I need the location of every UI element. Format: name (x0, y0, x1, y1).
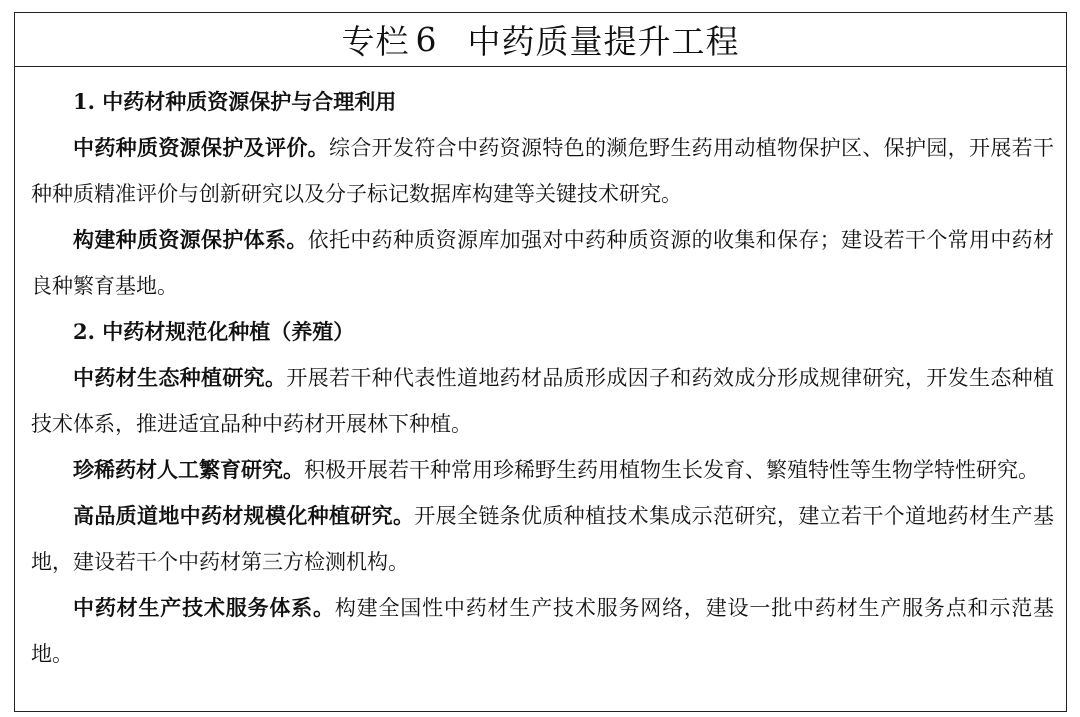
section-heading: 2. 中药材规范化种植（养殖） (73, 319, 355, 344)
paragraph-body: 综合开发符合中药资源特色的濒危野生药用动植物保护区、保护园，开展若干种种质精准评价与创新研究以及分子标记数据库构建等关键技术研究。 (31, 136, 1054, 206)
column-title-text: 中药质量提升工程 (467, 22, 740, 61)
paragraph-lead: 中药种质资源保护及评价。 (73, 135, 329, 160)
column-box (14, 12, 1067, 712)
paragraph-lead: 中药材生态种植研究。 (73, 365, 287, 390)
column-content (15, 67, 1066, 677)
paragraph (31, 585, 1054, 677)
paragraph-body: 开展全链条优质种植技术集成示范研究，建立若干个道地药材生产基地，建设若干个中药材第三方检测机构。 (31, 504, 1055, 574)
paragraph-lead: 构建种质资源保护体系。 (73, 227, 308, 252)
paragraph (31, 125, 1054, 217)
section-heading: 1. 中药材种质资源保护与合理利用 (73, 89, 397, 114)
paragraph (31, 447, 1054, 493)
column-title-prefix: 专栏 (341, 22, 410, 61)
paragraph-body: 开展若干种代表性道地药材品质形成因子和药效成分形成规律研究，开发生态种植技术体系，推进适宜品种中药材开展林下种植。 (31, 366, 1055, 436)
paragraph-body: 积极开展若干种常用珍稀野生药用植物生长发育、繁殖特性等生物学特性研究。 (304, 458, 1039, 482)
paragraph (31, 217, 1054, 309)
paragraph-lead: 珍稀药材人工繁育研究。 (73, 457, 304, 482)
paragraph-body: 依托中药种质资源库加强对中药种质资源的收集和保存；建设若干个常用中药材良种繁育基地。 (31, 228, 1055, 298)
paragraph-lead: 高品质道地中药材规模化种植研究。 (73, 503, 415, 528)
paragraph-lead: 中药材生产技术服务体系。 (73, 595, 335, 620)
column-title (15, 13, 1066, 67)
paragraph (31, 355, 1054, 447)
column-title-number: 6 (415, 20, 438, 59)
paragraph (31, 493, 1054, 585)
paragraph-body: 构建全国性中药材生产技术服务网络，建设一批中药材生产服务点和示范基地。 (31, 596, 1055, 666)
